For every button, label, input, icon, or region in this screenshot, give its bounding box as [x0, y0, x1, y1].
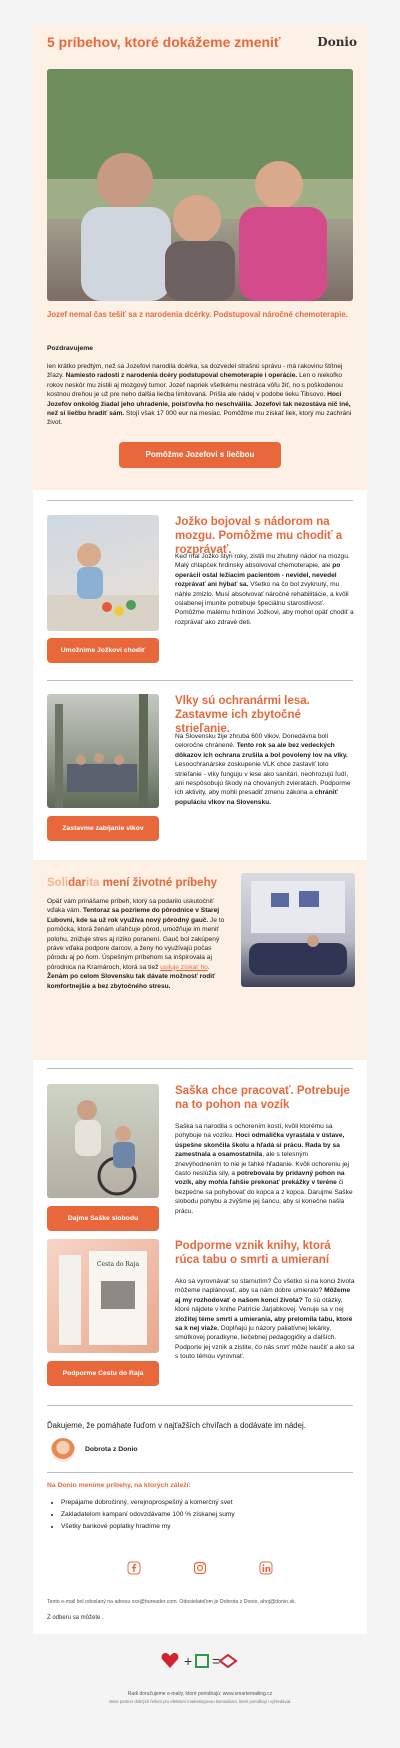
story3-section: [33, 680, 367, 860]
list-item: • Všetky bankové poplatky hradíme my: [61, 1521, 361, 1533]
donio-logo[interactable]: Donio: [317, 35, 357, 49]
greeting: Pozdravujeme: [47, 345, 94, 352]
story6-text-1: Ako sa vyrovnávať so starnutím? Čo všetko si na konci života môžeme naplánovať, aby sa nám dobre umieralo?: [175, 1278, 355, 1295]
story5-text-2: , ale s telesným znevýhodnením to nie je ľahké hľadanie. Kvôli ochoreniu jej často neslúžia sily, a: [175, 1151, 349, 1178]
footer-credit-2: Jsme partner dobrých řešení pro efektivní marketingovou komunikaci, které pomáhají i vyhledávat.: [108, 1699, 292, 1704]
story2-title: Jožko bojoval s nádorom na mozgu. Pomôžme mu chodiť a rozprávať.: [175, 516, 343, 556]
support-book-button[interactable]: Podporme Cestu do Raja: [47, 1361, 159, 1386]
birthing-couch-illustration: [241, 873, 355, 987]
story3-text-1: Na Slovensku žije zhruba 600 vlkov. Donedávna boli celoročne chránené.: [175, 733, 329, 750]
thanks-text: Ďakujeme, že pomáhate ľuďom v najťažších chvíľach a dodávate im nádej.: [47, 1421, 306, 1430]
closing-section: [33, 1405, 367, 1634]
story4-text-bold-2: Ženám po celom Slovensku tak dávate možnosť rodiť komfortnejšie a bez zbytočného stresu.: [47, 973, 216, 990]
story4-body: [47, 897, 227, 991]
story2-text-2: Všetko na čo bol zvyknutý, mu náhle zmizlo. Musí absolvovať náročné rehabilitácie, a kvôli oslabenej imunite potrebuje špeciálnu starostlivosť. Pomôžme malému hrdinovi Jožkovi, aby mohol opäť chodiť a rozprávať ako zdravé deti.: [175, 581, 354, 626]
divider: [47, 1405, 353, 1406]
story6-text-bold-1: Môžeme aj my rozhodovať o našom konci života?: [175, 1287, 351, 1304]
story4-text-3: .: [207, 963, 210, 971]
kramare-link[interactable]: usiluje získať ho: [160, 963, 208, 971]
story2-text-1: Keď mal Jožko štyri roky, zistili mu zhubný nádor na mozgu. Malý chlapček hrdinsky absolvoval chemoterapie, ale: [175, 553, 350, 570]
social-icons: [33, 1561, 367, 1580]
list-item: • Zakladatelom kampaní odovzdávame 100 % získanej sumy: [61, 1509, 361, 1521]
svg-text:+: +: [184, 1653, 193, 1669]
footer-credit-1[interactable]: Radi doručujeme e-maily, ktoré pomáhajú: www.smartemailing.cz: [127, 1691, 273, 1697]
story6-section: [33, 1235, 367, 1405]
help-jozef-button[interactable]: Pomôžme Jozefovi s liečbou: [119, 442, 281, 468]
story1-text-1: len krátko predtým, než sa Jozefovi narodila dcérka, sa dozvedel strašnú správu - má rakovinu štítnej žľazy.: [47, 363, 343, 380]
page-title: 5 príbehov, ktoré dokážeme zmeniť: [47, 34, 281, 50]
story4-title-part: Soli: [47, 877, 69, 889]
story4-title: [47, 876, 227, 890]
story1-text-3: Stojí však 17 000 eur na mesiac. Pomôžme mu získať liek, ktorý mu zachráni život.: [47, 410, 352, 427]
story3-body: [175, 732, 355, 807]
list-item: • Prepájame dobročinný, verejnoprospešný a komerčný svet: [61, 1497, 361, 1509]
story4-text-1: Opäť vám prinášame príbeh, ktorý sa podarilo uskutočniť vďaka vám.: [47, 898, 214, 915]
birthing-couch-photo[interactable]: [241, 873, 355, 987]
jozko-photo-illustration: [47, 515, 159, 631]
story2-body: [175, 552, 355, 627]
linkedin-icon[interactable]: [259, 1561, 273, 1575]
divider: [47, 1068, 353, 1069]
story4-title-part: ita: [86, 877, 100, 889]
love-title: Na Donio menime príbehy, na ktorých záleží:: [47, 1482, 191, 1489]
unsubscribe-text[interactable]: Z odberu sa môžete .: [47, 1615, 104, 1621]
facebook-icon[interactable]: [127, 1561, 141, 1575]
smartemailing-logo-icon: [160, 1650, 240, 1676]
story2-section: [33, 490, 367, 680]
story4-title-part: dar: [68, 877, 86, 889]
story5-section: [33, 1060, 367, 1235]
story3-text-bold-1: Tento rok sa ale bez vedeckých dôkazov ich ochrana zrušila a bol povolený lov na vlky.: [175, 742, 348, 759]
signature-name: Dobrota z Donio: [85, 1446, 138, 1453]
story1-subtitle: Jozef nemal čas tešiť sa z narodenia dcérky. Podstupoval náročné chemoterapie.: [47, 310, 348, 319]
story5-text-1: Saška sa narodila s ochorením kostí, kvôli ktorému sa pohybuje na vozíku.: [175, 1123, 333, 1140]
story6-text-2: To sú otázky, ktoré nájdete v knihe Patrície Jarjabkovej. Venuje sa v nej: [175, 1296, 344, 1314]
story6-title: Podporme vznik knihy, ktorá rúca tabu o smrti a umieraní: [175, 1240, 331, 1266]
story4-text-bold-1: Tentoraz sa pozrieme do pôrodnice v Starej Ľubovni, kde sa už rok využíva nový pôrodný gauč.: [47, 907, 220, 924]
story2-text-bold: po operácii ostal ležiacim pacientom - nevidel, nevedel rozprávať ani hýbať sa.: [175, 562, 341, 589]
instagram-icon[interactable]: [193, 1561, 207, 1575]
story5-body: [175, 1122, 355, 1216]
story4-title-part: mení životné príbehy: [99, 877, 217, 889]
footer-note: Tento e-mail bol odoslaný na adresu xxx@bureader.com. Odosielateľom je Dobrota z Donio, ahoj@donio.sk.: [47, 1599, 297, 1605]
story5-text-bold-1: Hoci odmalička vyrastala v ústave, úspešne skončila školu a hľadá si prácu. Rada by sa zamestnala a osamostatnila: [175, 1132, 345, 1159]
benefits-list: [61, 1497, 361, 1533]
help-saska-button[interactable]: Dajme Saške slobodu: [47, 1206, 159, 1231]
story1-text-1-bold: Namiesto radosti z narodenia dcéry podstupoval chemoterapie i operácie.: [65, 372, 298, 380]
story3-title: Vlky sú ochranármi lesa. Zastavme ich zbytočné strieľanie.: [175, 695, 310, 735]
svg-text:=: =: [212, 1653, 221, 1669]
story4-text-2: Je to pomôcka, ktorá ženám uľahčuje pôrod, umožňuje im meniť polohu, znižuje stres aj riziko poranení. Gauč bol zakúpený práve vďaka podpore darcov, a ženy ho využívajú počas pôrodu aj po ňom. Úspešným príbehom sa inšpirovala aj pôrodnica na Kramároch, ktorá sa tiež: [47, 916, 225, 971]
story1-text-2: Len o niekoľko rokov neskôr mu zistili aj mozgový tumor. Jozef napriek všetkému nestráca vôľu žiť, no s poškodenou kostnou dreňou je už pre neho dalšia liečba limitovaná. Prišla ale nádej v podobe lieku Tibsovo.: [47, 372, 343, 399]
avatar: [51, 1438, 75, 1462]
family-photo-illustration: [47, 69, 353, 301]
jozef-family-photo[interactable]: [47, 69, 353, 301]
saska-photo-illustration: [47, 1084, 159, 1198]
help-jozko-button[interactable]: Umožnime Jožkovi chodiť: [47, 638, 159, 663]
saska-photo[interactable]: [47, 1084, 159, 1198]
story6-text-bold-2: zložitej téme smrti a umierania, aby prelomila tabu, ktoré sa k nej viaže.: [175, 1315, 353, 1333]
wolves-photo[interactable]: [47, 694, 159, 808]
book-illustration: [47, 1239, 159, 1353]
story5-title: Saška chce pracovať. Potrebuje na to pohon na vozík: [175, 1085, 350, 1111]
story3-text-bold-2: chrániť populáciu vlkov na Slovensku.: [175, 789, 338, 806]
smartemailing-logo[interactable]: [160, 1650, 240, 1676]
story1-body: [47, 362, 353, 428]
story6-body: [175, 1277, 355, 1362]
divider: [47, 680, 353, 681]
hero-section: [33, 25, 367, 490]
story1-text-2-bold: Hoci Jozefov onkológ žiadal jeho uhradenie, poisťovňa ho neschválila. Jozefovi tak nezostáva nič iné, než si liečbu hradiť sám.: [47, 391, 351, 418]
book-photo[interactable]: [47, 1239, 159, 1353]
stop-wolf-killing-button[interactable]: Zastavme zabíjanie vlkov: [47, 816, 159, 841]
story3-text-2: Lesoochranárske zoskupenie VLK chce zastaviť toto strieľanie - vlky funguju v lese ako sanitári, neohrozujú ľudí, ani nespôsobujú škody na chovaných zvieratách. Podporme ich aktivity, aby mohli presadiť zmenu zákona a: [175, 761, 351, 797]
story5-text-3: či bezpečne sa pohybovať do kopca a z kopca. Darujme Saške slobodu pohybu a zvýšme jej šancu, aby si konečne našla prácu.: [175, 1179, 353, 1215]
jozko-photo[interactable]: [47, 515, 159, 631]
wolves-photo-illustration: [47, 694, 159, 808]
story5-text-bold-2: potrebovala by prídavný pohon na vozík, aby mohla ľahšie prekonať prekážky v teréne: [175, 1170, 345, 1187]
story4-section: [33, 860, 367, 1060]
book-cover-title: Cesta do Raja: [96, 1261, 140, 1268]
divider: [47, 500, 353, 501]
divider: [47, 1472, 353, 1473]
story6-text-3: Doplňajú ju názory paliatívnej lekárky, smútkovej poradkyne, liečebnej pedagogičky a ďalších. Podporte jej vznik a zistite, čo nás smrť môže naučiť a ako sa s touto témou vyrovnať.: [175, 1325, 355, 1361]
